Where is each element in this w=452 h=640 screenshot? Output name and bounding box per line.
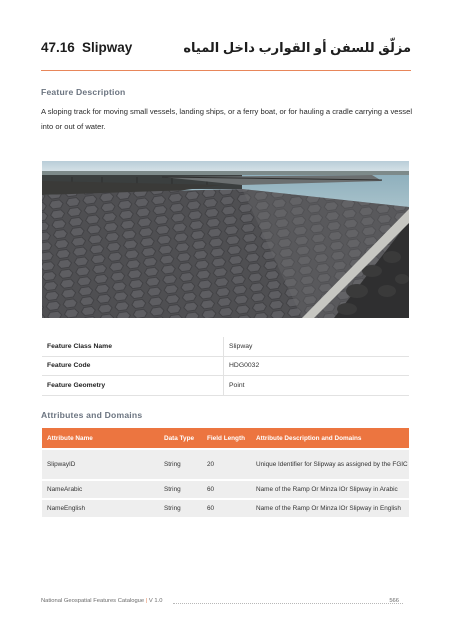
page-number: 566 bbox=[389, 598, 399, 604]
col-description: Attribute Description and Domains bbox=[251, 428, 409, 449]
cell-data-type: String bbox=[159, 449, 202, 480]
table-row bbox=[42, 449, 409, 480]
arabic-title: مزلّق للسفن أو القوارب داخل المياه bbox=[183, 40, 411, 55]
feature-description-heading: Feature Description bbox=[41, 87, 126, 97]
cell-attribute-name: SlipwayID bbox=[42, 449, 159, 480]
feature-code-value: HDG0032 bbox=[224, 356, 410, 376]
page-title: Slipway bbox=[82, 40, 133, 55]
feature-info-table bbox=[42, 337, 409, 396]
cell-field-length: 20 bbox=[202, 449, 251, 480]
page-header bbox=[41, 40, 411, 62]
col-field-length: Field Length bbox=[202, 428, 251, 449]
cell-field-length: 60 bbox=[202, 499, 251, 517]
attributes-table bbox=[42, 428, 409, 517]
cell-description: Unique Identifier for Slipway as assigned by the FGIC bbox=[251, 449, 409, 480]
feature-class-name-value: Slipway bbox=[224, 337, 410, 356]
footer-catalogue: National Geospatial Features Catalogue bbox=[41, 598, 145, 604]
section-number: 47.16 bbox=[41, 40, 75, 55]
table-row bbox=[42, 376, 409, 396]
footer-dot-leader bbox=[173, 597, 403, 604]
attributes-heading: Attributes and Domains bbox=[41, 410, 143, 420]
cell-description: Name of the Ramp Or Minza lOr Slipway in English bbox=[251, 499, 409, 517]
col-attribute-name: Attribute Name bbox=[42, 428, 159, 449]
table-row bbox=[42, 480, 409, 499]
cell-attribute-name: NameEnglish bbox=[42, 499, 159, 517]
feature-code-label: Feature Code bbox=[42, 356, 224, 376]
table-row bbox=[42, 356, 409, 376]
footer-version: V 1.0 bbox=[148, 598, 163, 604]
col-data-type: Data Type bbox=[159, 428, 202, 449]
header-divider bbox=[41, 70, 411, 71]
cell-description: Name of the Ramp Or Minza lOr Slipway in Arabic bbox=[251, 480, 409, 499]
table-header-row bbox=[42, 428, 409, 449]
feature-geometry-label: Feature Geometry bbox=[42, 376, 224, 396]
feature-description-text: A sloping track for moving small vessels, landing ships, or a ferry boat, or for hauling a cradle carrying a vessel into or out of water. bbox=[41, 107, 412, 131]
cell-attribute-name: NameArabic bbox=[42, 480, 159, 499]
slipway-photo bbox=[42, 161, 409, 318]
cell-data-type: String bbox=[159, 499, 202, 517]
footer-separator: | bbox=[145, 598, 148, 604]
feature-geometry-value: Point bbox=[224, 376, 410, 396]
feature-class-name-label: Feature Class Name bbox=[42, 337, 224, 356]
table-row bbox=[42, 337, 409, 356]
footer-left bbox=[41, 598, 162, 604]
cell-data-type: String bbox=[159, 480, 202, 499]
table-row bbox=[42, 499, 409, 517]
cell-field-length: 60 bbox=[202, 480, 251, 499]
